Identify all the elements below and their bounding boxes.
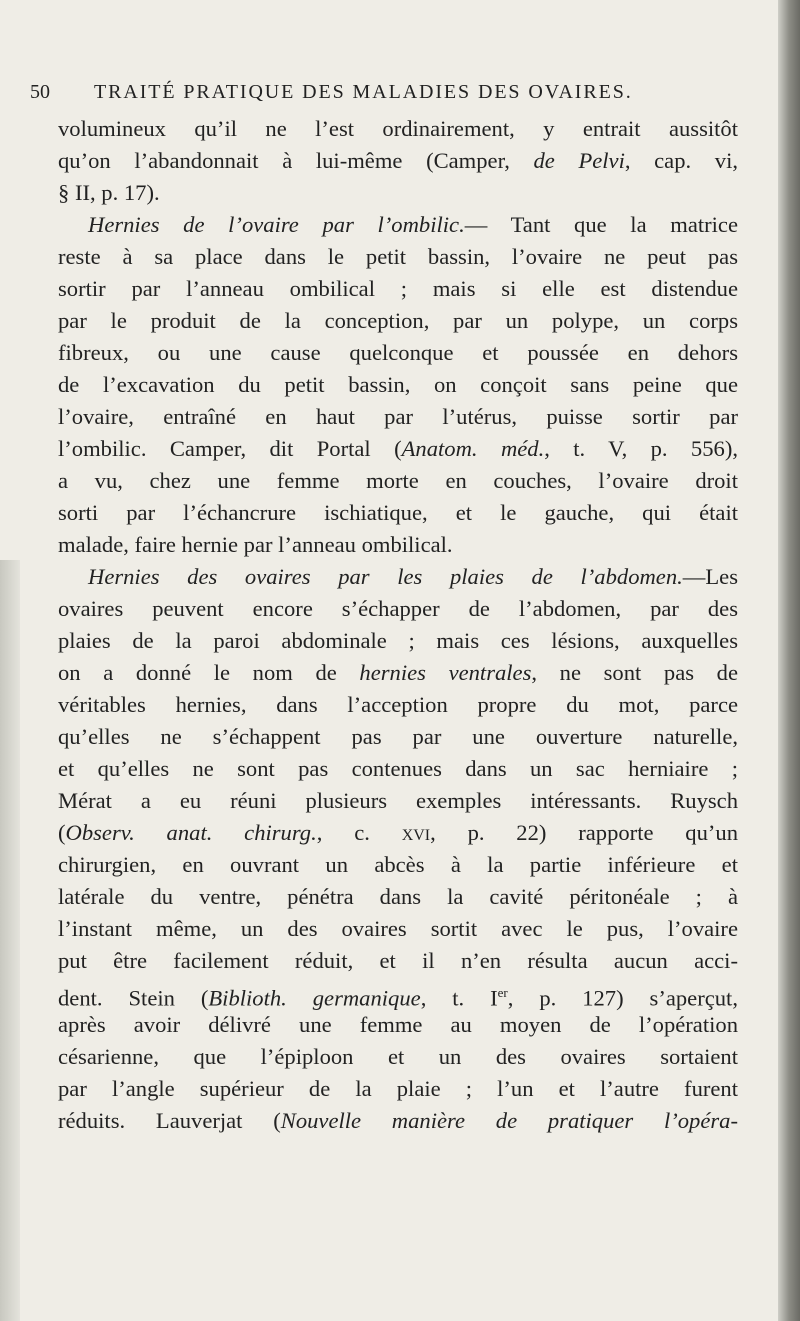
text-segment: après avoir délivré une femme au moyen de l’opération — [58, 1012, 738, 1037]
text-line — [58, 401, 738, 433]
text-segment: , p. 127) s’aperçut, — [507, 985, 738, 1011]
text-line — [58, 913, 738, 945]
body-text — [58, 113, 738, 1137]
text-segment: , ne sont pas de — [531, 660, 738, 685]
text-segment: put être facilement réduit, et il n’en résulta aucun acci- — [58, 948, 738, 973]
text-segment: Mérat a eu réuni plusieurs exemples intéressants. Ruysch — [58, 788, 738, 813]
text-segment: xvi — [401, 820, 431, 845]
text-line — [58, 273, 738, 305]
text-segment: , cap. vi, — [624, 148, 738, 173]
text-segment: — Tant que la matrice — [464, 212, 738, 237]
italic-text: Hernies de l’ovaire par l’ombilic. — [88, 212, 465, 237]
text-segment: véritables hernies, dans l’acception propre du mot, parce — [58, 692, 738, 717]
running-title: TRAITÉ PRATIQUE DES MALADIES DES OVAIRES. — [94, 81, 633, 103]
italic-text: Observ. anat. chirurg. — [65, 820, 317, 845]
text-line — [58, 593, 738, 625]
text-line — [58, 177, 738, 209]
text-line — [58, 657, 738, 689]
binding-shadow — [0, 560, 20, 1321]
text-segment: l’ovaire, entraîné en haut par l’utérus, puisse sortir par — [58, 404, 738, 429]
text-line — [58, 209, 738, 241]
italic-text: Nouvelle manière de pratiquer l’opéra- — [280, 1108, 738, 1133]
text-segment: sortir par l’anneau ombilical ; mais si elle est distendue — [58, 276, 738, 301]
text-segment: de l’excavation du petit bassin, on conçoit sans peine que — [58, 372, 738, 397]
text-line — [58, 465, 738, 497]
text-line — [58, 753, 738, 785]
text-segment: qu’on l’abandonnait à lui-même (Camper, — [58, 148, 534, 173]
text-line — [58, 977, 738, 1009]
text-line — [58, 945, 738, 977]
superscript-text: er — [497, 985, 508, 1000]
text-line — [58, 433, 738, 465]
text-segment: , p. 22) rapporte qu’un — [430, 820, 738, 845]
italic-text: hernies ventrales — [359, 660, 532, 685]
text-line — [58, 1073, 738, 1105]
text-segment: par l’angle supérieur de la plaie ; l’un et l’autre furent — [58, 1076, 738, 1101]
text-segment: a vu, chez une femme morte en couches, l’ovaire droit — [58, 468, 738, 493]
running-header — [30, 81, 735, 111]
text-segment: plaies de la paroi abdominale ; mais ces lésions, auxquelles — [58, 628, 738, 653]
text-line — [58, 145, 738, 177]
text-segment: césarienne, que l’épiploon et un des ovaires sortaient — [58, 1044, 738, 1069]
text-line — [58, 561, 738, 593]
text-segment: et qu’elles ne sont pas contenues dans un sac herniaire ; — [58, 756, 738, 781]
text-segment: on a donné le nom de — [58, 660, 360, 685]
text-segment: qu’elles ne s’échappent pas par une ouverture naturelle, — [58, 724, 738, 749]
page-edge — [778, 0, 800, 1321]
text-segment: fibreux, ou une cause quelconque et poussée en dehors — [58, 340, 738, 365]
text-line — [58, 881, 738, 913]
text-segment: reste à sa place dans le petit bassin, l’ovaire ne peut pas — [58, 244, 738, 269]
text-line — [58, 849, 738, 881]
text-line — [58, 241, 738, 273]
text-segment: malade, faire hernie par l’anneau ombilical. — [58, 532, 453, 557]
text-segment: par le produit de la conception, par un polype, un corps — [58, 308, 738, 333]
text-segment: , c. — [316, 820, 402, 845]
text-line — [58, 497, 738, 529]
text-line — [58, 305, 738, 337]
text-line — [58, 785, 738, 817]
text-line — [58, 1105, 738, 1137]
text-line — [58, 817, 738, 849]
italic-text: Hernies des ovaires par les plaies de l’abdomen. — [88, 564, 683, 589]
text-segment: latérale du ventre, pénétra dans la cavité péritonéale ; à — [58, 884, 738, 909]
text-line — [58, 113, 738, 145]
text-line — [58, 337, 738, 369]
italic-text: de Pelvi — [533, 148, 625, 173]
text-segment: l’instant même, un des ovaires sortit avec le pus, l’ovaire — [58, 916, 738, 941]
text-segment: ovaires peuvent encore s’échapper de l’abdomen, par des — [58, 596, 738, 621]
text-segment: l’ombilic. Camper, dit Portal ( — [58, 436, 402, 461]
text-line — [58, 369, 738, 401]
text-segment: ( — [58, 820, 66, 845]
text-line — [58, 625, 738, 657]
page-number: 50 — [30, 81, 50, 103]
text-segment: dent. Stein ( — [58, 985, 209, 1011]
text-line — [58, 721, 738, 753]
text-line — [58, 1041, 738, 1073]
text-segment: sorti par l’échancrure ischiatique, et le gauche, qui était — [58, 500, 738, 525]
text-segment: volumineux qu’il ne l’est ordinairement, y entrait aussitôt — [58, 116, 738, 141]
text-line — [58, 689, 738, 721]
italic-text: Anatom. méd. — [401, 436, 545, 461]
text-segment: —Les — [682, 564, 738, 589]
text-segment: chirurgien, en ouvrant un abcès à la partie inférieure et — [58, 852, 738, 877]
text-segment: , t. V, p. 556), — [544, 436, 738, 461]
text-line — [58, 1009, 738, 1041]
text-segment: , t. I — [420, 985, 498, 1011]
italic-text: Biblioth. germanique — [208, 985, 421, 1011]
text-segment: réduits. Lauverjat ( — [58, 1108, 281, 1133]
text-line — [58, 529, 738, 561]
text-segment: § II, p. 17). — [58, 180, 160, 205]
